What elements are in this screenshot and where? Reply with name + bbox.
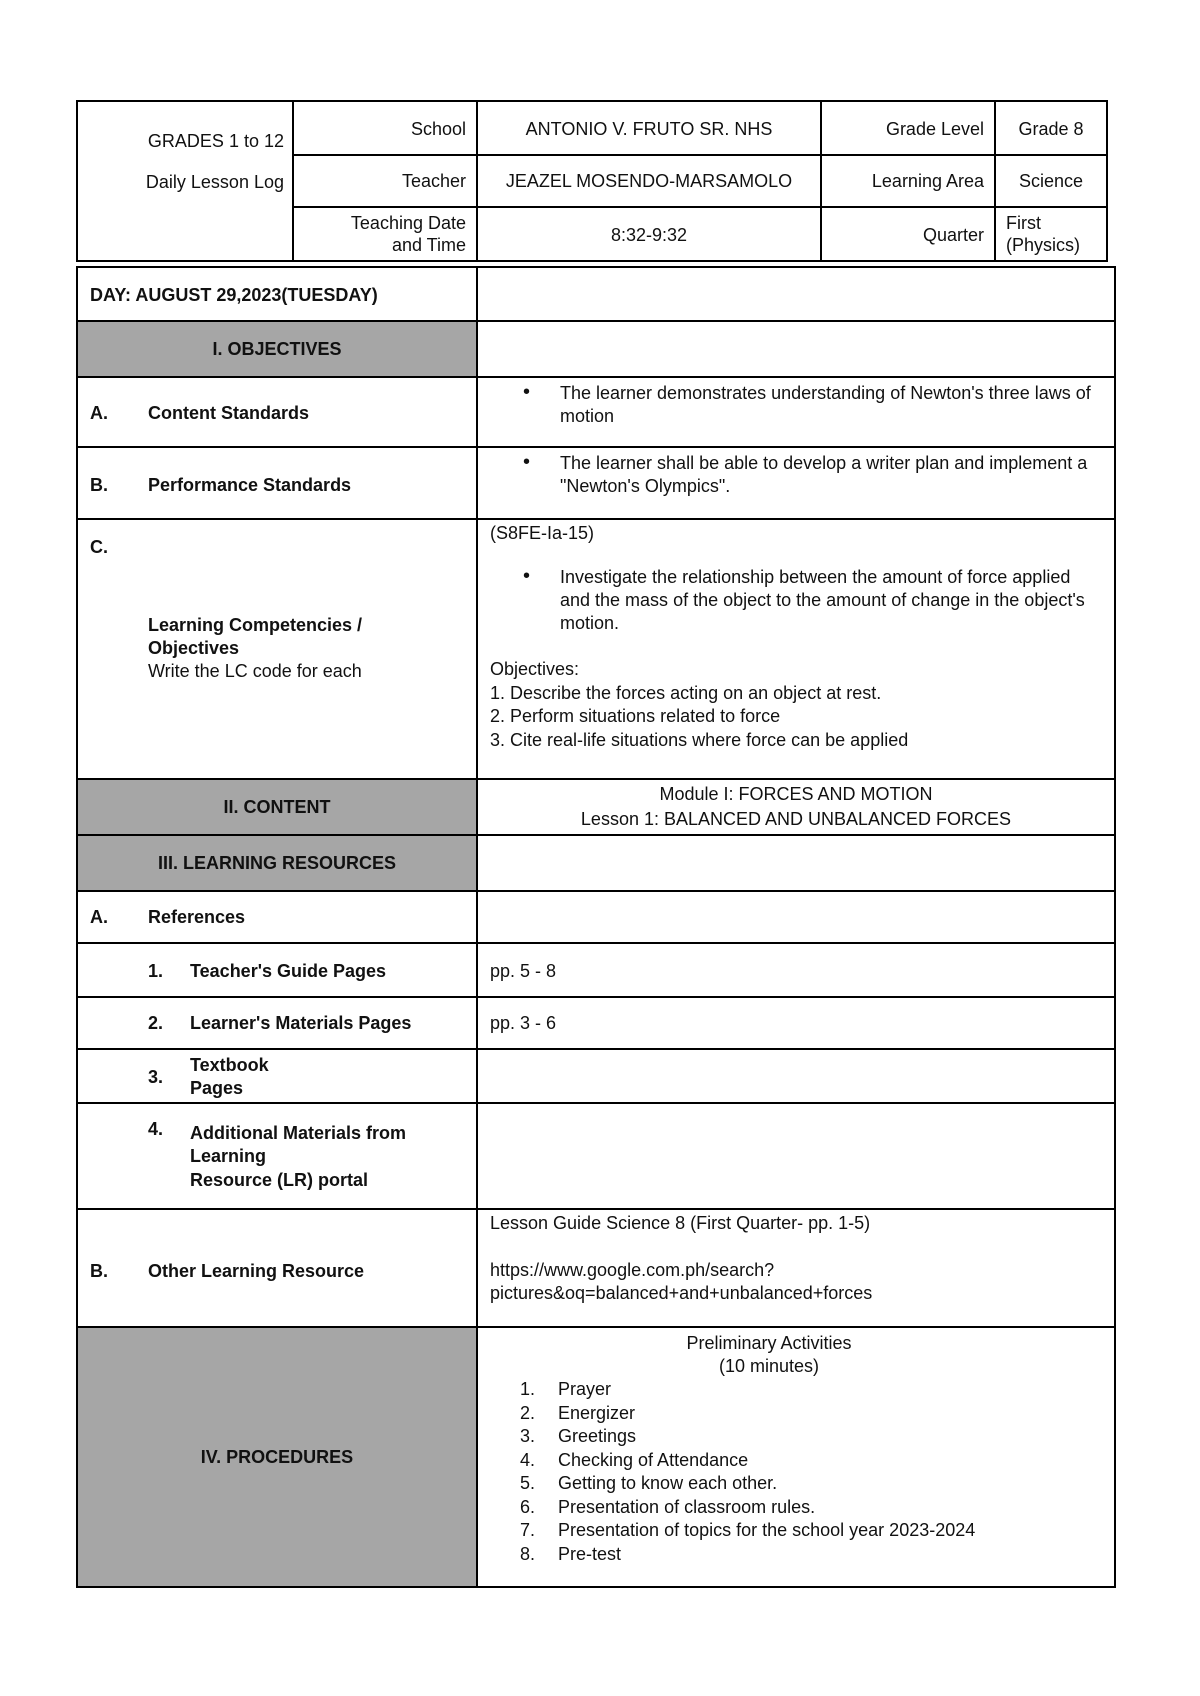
competencies-label-cell (76, 518, 478, 780)
procedure-item: 5. Getting to know each other. (520, 1473, 778, 1493)
other-resource-label-cell (76, 1208, 478, 1328)
teacher-label: Teacher (401, 171, 466, 191)
school-value-cell (476, 100, 822, 156)
objectives-heading: I. OBJECTIVES (212, 339, 342, 359)
procedure-item: 7. Presentation of topics for the school year 2023-2024 (520, 1520, 976, 1540)
other-resource-letter: B. (90, 1261, 108, 1281)
date-label-2: and Time (391, 235, 466, 255)
procedure-item: 8. Pre-test (520, 1543, 622, 1564)
grade-level-label: Grade Level (885, 119, 984, 139)
procedure-item: 3. Greetings (520, 1426, 637, 1446)
resources-heading: III. LEARNING RESOURCES (157, 853, 397, 873)
additional-materials-num: 4. (148, 1119, 164, 1139)
references-label-cell (76, 890, 478, 944)
competencies-value-cell (476, 518, 1116, 780)
teachers-guide-label-cell (76, 942, 478, 998)
date-value-cell (476, 206, 822, 262)
learners-materials-label-cell (76, 996, 478, 1050)
objective-item-2: 2. Perform situations related to force (490, 706, 781, 726)
grade-level-label-cell (820, 100, 996, 156)
school-label-cell (292, 100, 478, 156)
other-resource-link-1[interactable]: https://www.google.com.ph/search? (490, 1260, 775, 1280)
teachers-guide-label: Teacher's Guide Pages (190, 961, 387, 981)
school-value: ANTONIO V. FRUTO SR. NHS (525, 119, 773, 139)
quarter-value-2: (Physics) (1006, 235, 1081, 255)
date-label-cell (292, 206, 478, 262)
performance-standards-label-cell (76, 446, 478, 520)
teacher-value: JEAZEL MOSENDO-MARSAMOLO (505, 171, 793, 191)
procedures-heading: IV. PROCEDURES (200, 1447, 354, 1467)
teachers-guide-value-cell (476, 942, 1116, 998)
teacher-value-cell (476, 154, 822, 208)
procedure-item: 6. Presentation of classroom rules. (520, 1496, 816, 1517)
grade-level-value: Grade 8 (1018, 119, 1084, 139)
date-value: 8:32-9:32 (610, 225, 688, 245)
content-standards-letter: A. (90, 403, 108, 423)
teachers-guide-num: 1. (148, 961, 164, 981)
grades-label: GRADES 1 to 12 (147, 131, 284, 151)
teacher-label-cell (292, 154, 478, 208)
objectives-heading-cell (76, 320, 478, 378)
references-letter: A. (90, 907, 108, 927)
competencies-label-1: Learning Competencies / (148, 615, 363, 635)
learning-area-value: Science (1018, 171, 1084, 191)
content-standards-label: Content Standards (148, 403, 310, 423)
additional-materials-label-3: Resource (LR) portal (190, 1170, 369, 1190)
learning-area-value-cell (994, 154, 1108, 208)
additional-materials-label-2: Learning (190, 1146, 267, 1166)
main-table (76, 266, 1116, 1596)
quarter-value-cell (994, 206, 1108, 262)
competencies-label-2: Objectives (148, 638, 240, 658)
learners-materials-num: 2. (148, 1013, 164, 1033)
textbook-label-1: Textbook (190, 1055, 269, 1075)
content-line-2: Lesson 1: BALANCED AND UNBALANCED FORCES (580, 809, 1012, 829)
performance-standards-text: • The learner shall be able to develop a writer plan and implement a "Newton's Olympics". (478, 452, 1098, 498)
competency-code: (S8FE-Ia-15) (490, 523, 595, 543)
learners-materials-value-cell (476, 996, 1116, 1050)
day-right-cell (476, 266, 1116, 322)
textbook-label-2: Pages (190, 1078, 244, 1098)
competencies-letter: C. (90, 537, 108, 557)
procedures-value-cell (476, 1326, 1116, 1588)
learners-materials-value: pp. 3 - 6 (490, 1013, 557, 1033)
objectives-right-cell (476, 320, 1116, 378)
procedures-duration: (10 minutes) (718, 1356, 820, 1376)
procedures-title: Preliminary Activities (686, 1333, 852, 1353)
references-value-cell (476, 890, 1116, 944)
procedures-list (476, 1378, 1106, 1566)
other-resource-link-2[interactable]: pictures&oq=balanced+and+unbalanced+forces (490, 1283, 873, 1303)
log-title: Daily Lesson Log (145, 172, 284, 192)
other-resource-line-1: Lesson Guide Science 8 (First Quarter- pp. 1-5) (490, 1213, 871, 1233)
quarter-value-1: First (1006, 213, 1041, 233)
day-cell (76, 266, 478, 322)
resources-heading-cell (76, 834, 478, 892)
grade-level-value-cell (994, 100, 1108, 156)
content-value-cell (476, 778, 1116, 836)
school-label: School (410, 119, 466, 139)
objective-item-3: 3. Cite real-life situations where force can be applied (490, 730, 909, 750)
learning-area-label: Learning Area (871, 171, 984, 191)
performance-standards-value-cell (476, 446, 1116, 520)
content-standards-label-cell (76, 376, 478, 448)
content-standards-text: • The learner demonstrates understanding of Newton's three laws of motion (478, 382, 1098, 428)
objective-item-1: 1. Describe the forces acting on an object at rest. (490, 683, 882, 703)
procedures-heading-cell (76, 1326, 478, 1588)
additional-materials-label-cell (76, 1102, 478, 1210)
competencies-label-3: Write the LC code for each (148, 661, 362, 681)
header-grid (292, 100, 1114, 262)
content-line-1: Module I: FORCES AND MOTION (659, 784, 933, 804)
references-label: References (148, 907, 246, 927)
content-standards-value-cell (476, 376, 1116, 448)
content-heading-cell (76, 778, 478, 836)
date-label-1: Teaching Date (350, 213, 466, 233)
objectives-subheading: Objectives: (490, 659, 580, 679)
additional-materials-value-cell (476, 1102, 1116, 1210)
procedure-item: 2. Energizer (520, 1402, 636, 1423)
procedure-item: 4. Checking of Attendance (520, 1449, 749, 1470)
other-resource-label: Other Learning Resource (148, 1261, 365, 1281)
other-resource-value-cell (476, 1208, 1116, 1328)
textbook-num: 3. (148, 1067, 164, 1087)
day-label: DAY: AUGUST 29,2023(TUESDAY) (90, 285, 378, 305)
learning-area-label-cell (820, 154, 996, 208)
teachers-guide-value: pp. 5 - 8 (490, 961, 557, 981)
additional-materials-label-1: Additional Materials from (190, 1123, 407, 1143)
competency-bullet: • Investigate the relationship between the amount of force applied and the mass of the object to the amount of change in the object's motion. (478, 566, 1103, 635)
quarter-label: Quarter (922, 225, 984, 245)
procedure-item: 1. Prayer (520, 1379, 612, 1399)
resources-right-cell (476, 834, 1116, 892)
learners-materials-label: Learner's Materials Pages (190, 1013, 412, 1033)
content-heading: II. CONTENT (223, 797, 331, 817)
performance-standards-label: Performance Standards (148, 475, 352, 495)
textbook-label-cell (76, 1048, 478, 1104)
textbook-value-cell (476, 1048, 1116, 1104)
quarter-label-cell (820, 206, 996, 262)
performance-standards-letter: B. (90, 475, 108, 495)
